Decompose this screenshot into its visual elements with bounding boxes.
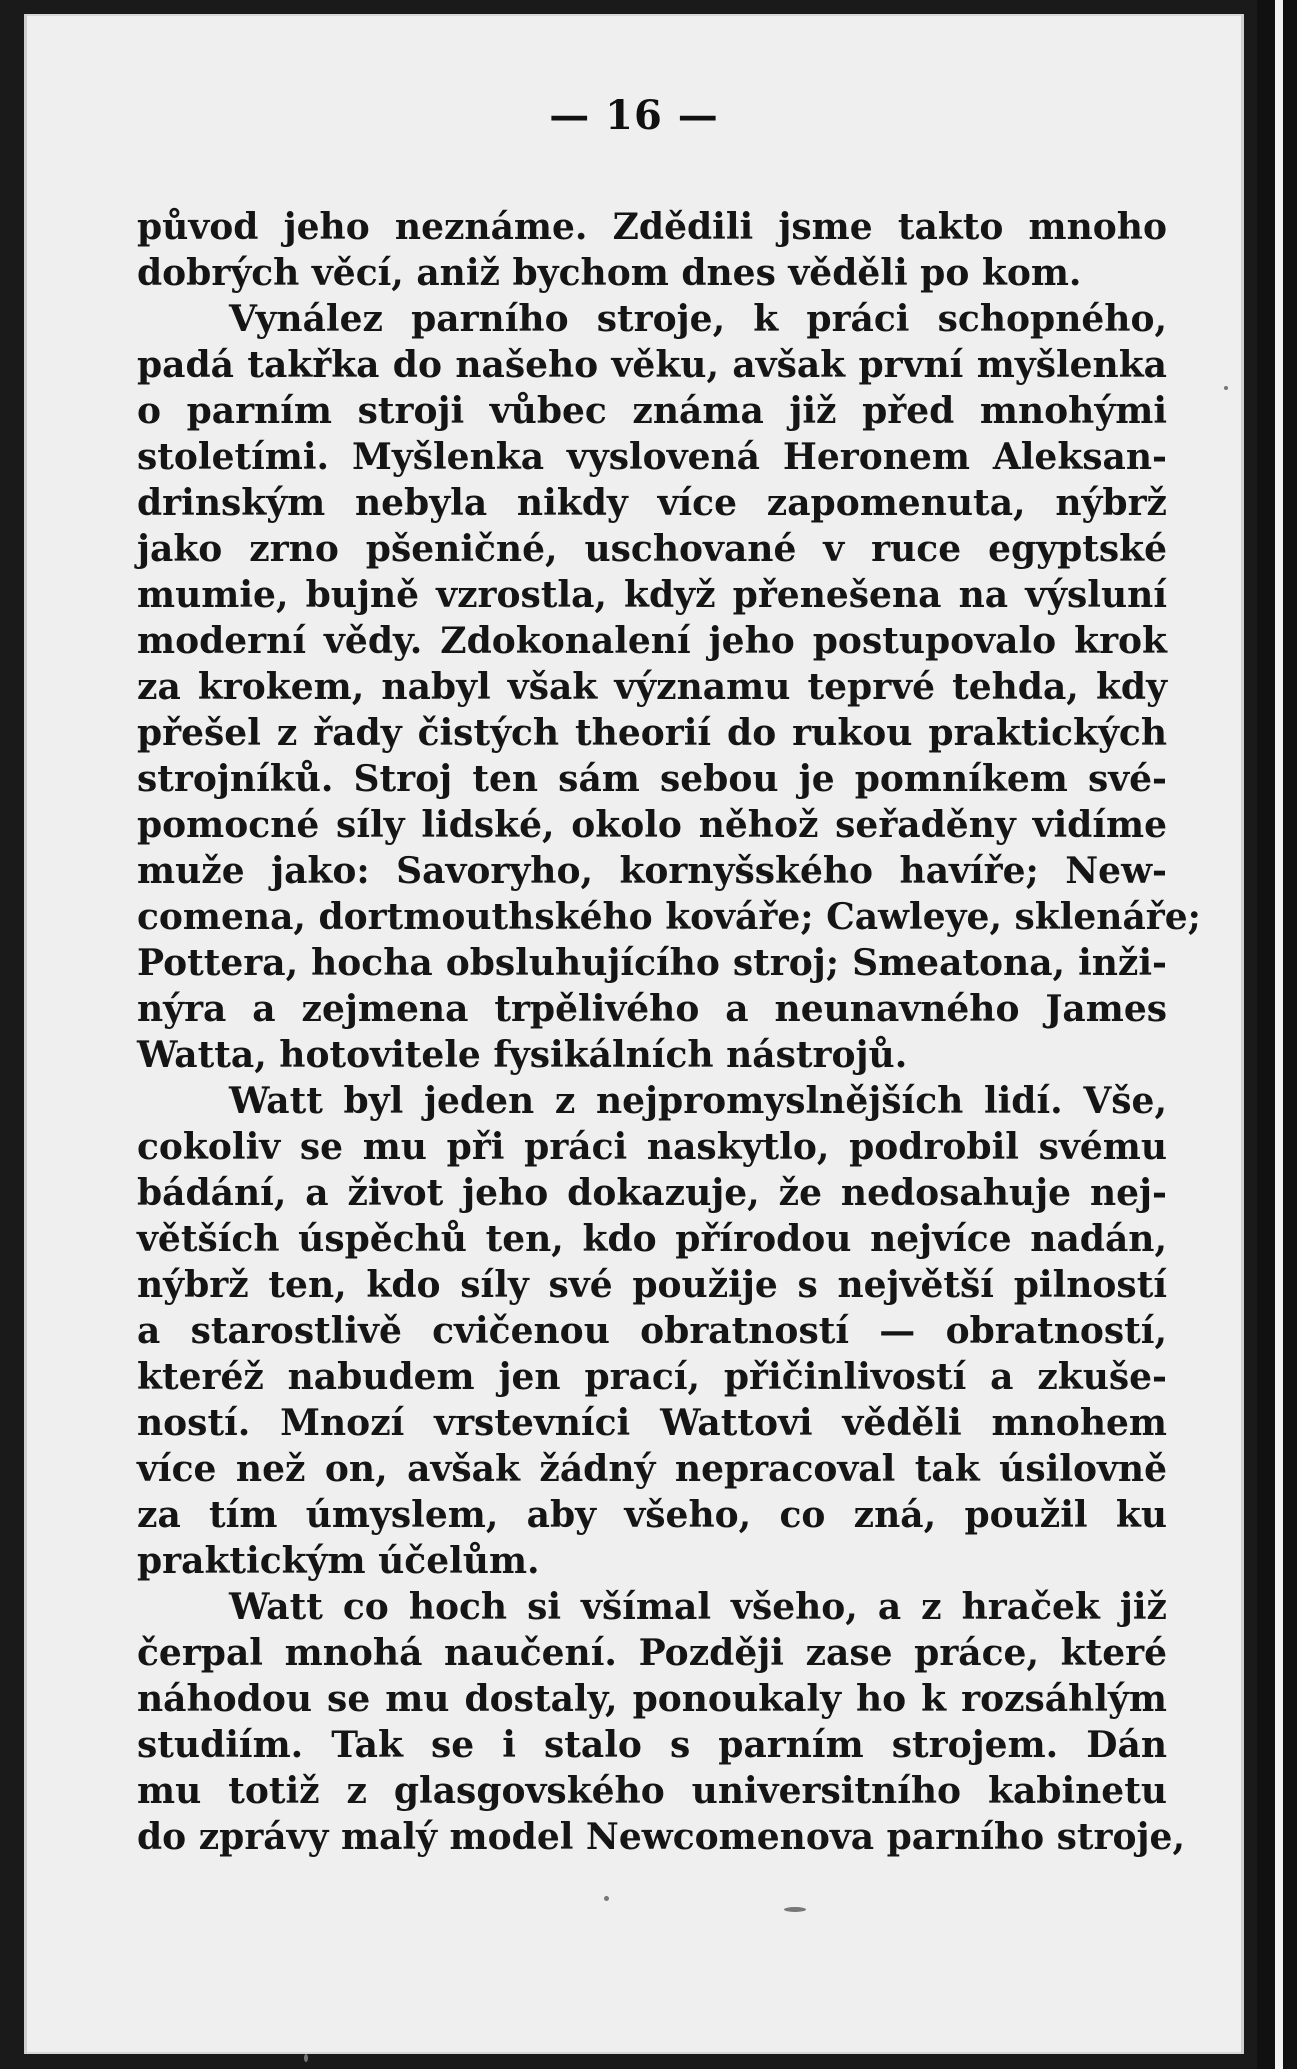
text-line: cokoliv se mu při práci naskytlo, podrobil svému xyxy=(137,1126,1167,1168)
text-line: původ jeho neznáme. Zdědili jsme takto mnoho xyxy=(137,206,1167,248)
text-line: kteréž nabudem jen prací, přičinlivostí a zkuše- xyxy=(137,1356,1167,1398)
text-line: Watt byl jeden z nejpromyslnějších lidí. Vše, xyxy=(229,1080,1167,1122)
text-line: bádání, a život jeho dokazuje, že nedosahuje nej- xyxy=(137,1172,1167,1214)
text-line: nýra a zejmena trpělivého a neunavného James xyxy=(137,988,1167,1030)
text-line: do zprávy malý model Newcomenova parního stroje, xyxy=(137,1816,1185,1858)
text-line: větších úspěchů ten, kdo přírodou nejvíce nadán, xyxy=(137,1218,1167,1260)
text-line: a starostlivě cvičenou obratností — obratností, xyxy=(137,1310,1167,1352)
text-line: jako zrno pšeničné, uschované v ruce egyptské xyxy=(137,528,1167,570)
text-line: stoletími. Myšlenka vyslovená Heronem Aleksan- xyxy=(137,436,1167,478)
text-line: za krokem, nabyl však významu teprvé tehda, kdy xyxy=(137,666,1167,708)
text-line: ností. Mnozí vrstevníci Wattovi věděli mnohem xyxy=(137,1402,1167,1444)
print-speck xyxy=(784,1907,806,1912)
text-line: comena, dortmouthského kováře; Cawleye, sklenáře; xyxy=(137,896,1201,938)
text-line: Watta, hotovitele fysikálních nástrojů. xyxy=(137,1034,908,1076)
text-line: mu totiž z glasgovského universitního kabinetu xyxy=(137,1770,1167,1812)
scan-edge xyxy=(1257,0,1297,2069)
page-number: — 16 — xyxy=(549,92,719,139)
scan-edge-strip xyxy=(1275,0,1283,2069)
text-line: strojníků. Stroj ten sám sebou je pomníkem své- xyxy=(137,758,1167,800)
text-line: více než on, avšak žádný nepracoval tak úsilovně xyxy=(137,1448,1167,1490)
text-line: Vynález parního stroje, k práci schopného, xyxy=(229,298,1167,340)
text-line: Pottera, hocha obsluhujícího stroj; Smeatona, inži- xyxy=(137,942,1167,984)
text-line: drinským nebyla nikdy více zapomenuta, nýbrž xyxy=(137,482,1167,524)
text-line: praktickým účelům. xyxy=(137,1540,540,1582)
text-line: mumie, bujně vzrostla, když přenešena na výsluní xyxy=(137,574,1167,616)
text-line: padá takřka do našeho věku, avšak první myšlenka xyxy=(137,344,1167,386)
text-line: moderní vědy. Zdokonalení jeho postupovalo krok xyxy=(137,620,1167,662)
text-line: pomocné síly lidské, okolo něhož seřaděny vidíme xyxy=(137,804,1167,846)
text-line: za tím úmyslem, aby všeho, co zná, použil ku xyxy=(137,1494,1167,1536)
text-line: náhodou se mu dostaly, ponoukaly ho k rozsáhlým xyxy=(137,1678,1167,1720)
text-line: dobrých věcí, aniž bychom dnes věděli po kom. xyxy=(137,252,1082,294)
text-line: nýbrž ten, kdo síly své použije s největší pilností xyxy=(137,1264,1167,1306)
text-line: Watt co hoch si všímal všeho, a z hraček již xyxy=(229,1586,1167,1628)
text-line: čerpal mnohá naučení. Později zase práce, které xyxy=(137,1632,1167,1674)
text-line: studiím. Tak se i stalo s parním strojem. Dán xyxy=(137,1724,1167,1766)
text-line: přešel z řady čistých theorií do rukou praktických xyxy=(137,712,1167,754)
book-page xyxy=(24,14,1244,2054)
print-speck xyxy=(1224,386,1228,390)
text-line: o parním stroji vůbec známa již před mnohými xyxy=(137,390,1167,432)
print-speck xyxy=(304,2054,308,2062)
print-speck xyxy=(604,1896,609,1901)
text-line: muže jako: Savoryho, kornyšského havíře; New- xyxy=(137,850,1167,892)
body-text xyxy=(137,204,1201,1860)
